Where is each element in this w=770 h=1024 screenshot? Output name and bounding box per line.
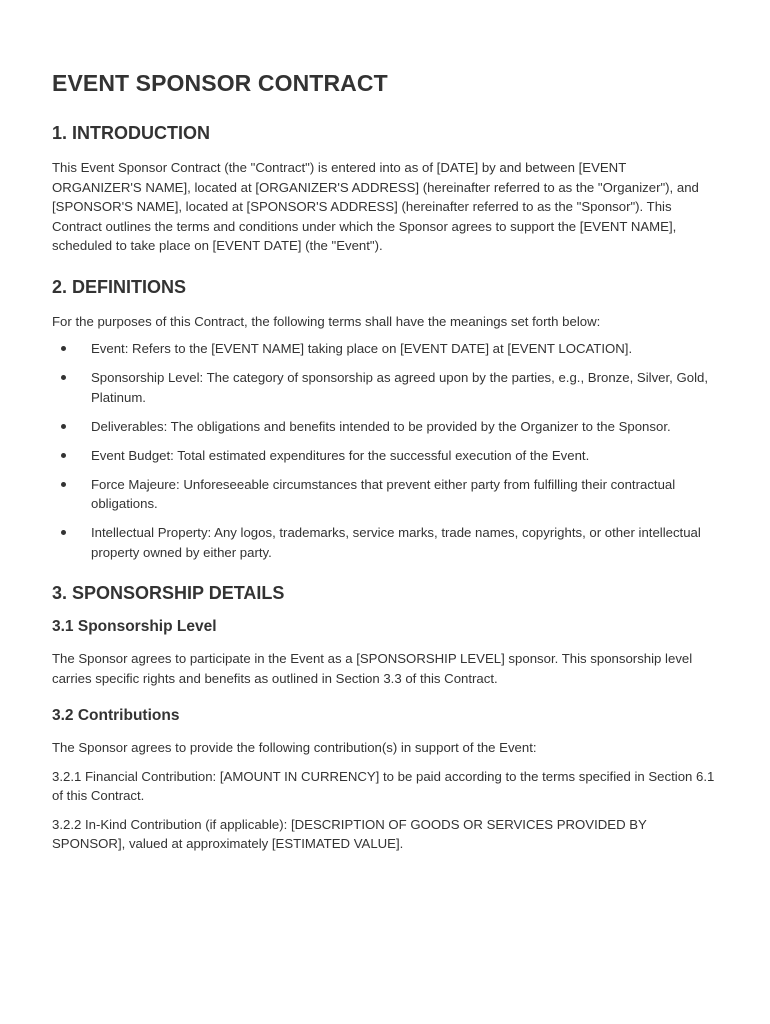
financial-contribution-paragraph: 3.2.1 Financial Contribution: [AMOUNT IN CURRENCY] to be paid according to the terms specified in Section 6.1 of this Contract. <box>52 768 715 803</box>
bullet-icon <box>61 375 66 380</box>
definition-text: Event Budget: Total estimated expenditures for the successful execution of the Event. <box>91 447 590 463</box>
document-title: EVENT SPONSOR CONTRACT <box>52 70 388 96</box>
introduction-paragraph: This Event Sponsor Contract (the "Contract") is entered into as of [DATE] by and between [EVENT ORGANIZER'S NAME], located at [ORGANIZER'S ADDRESS] (hereinafter referred to as the "Organizer"), and [SPONSOR'S NAME], located at [SPONSOR'S ADDRESS] (hereinafter referred to as the "Sponsor"). This Contract outlines the terms and conditions under which the Sponsor agrees to support the [EVENT NAME], scheduled to take place on [EVENT DATE] (the "Event"). <box>52 160 699 253</box>
section-heading-sponsorship-details: 3. SPONSORSHIP DETAILS <box>52 583 285 603</box>
definition-item <box>52 368 718 407</box>
definition-item <box>52 523 718 562</box>
definition-text: Sponsorship Level: The category of sponsorship as agreed upon by the parties, e.g., Bronze, Silver, Gold, Platinum. <box>91 370 709 405</box>
bullet-icon <box>61 424 66 429</box>
definition-item <box>52 446 718 466</box>
bullet-icon <box>61 482 66 487</box>
subsection-heading-contributions: 3.2 Contributions <box>52 707 180 724</box>
definition-text: Intellectual Property: Any logos, trademarks, service marks, trade names, copyrights, or other intellectual property owned by either party. <box>91 525 701 560</box>
definitions-list <box>52 339 718 562</box>
contributions-intro: The Sponsor agrees to provide the following contribution(s) in support of the Event: <box>52 740 537 755</box>
in-kind-contribution-paragraph: 3.2.2 In-Kind Contribution (if applicable): [DESCRIPTION OF GOODS OR SERVICES PROVIDED BY SPONSOR], valued at approximately [ESTIMATED VALUE]. <box>52 816 647 851</box>
definition-text: Deliverables: The obligations and benefits intended to be provided by the Organizer to the Sponsor. <box>91 418 671 434</box>
definitions-intro: For the purposes of this Contract, the following terms shall have the meanings set forth below: <box>52 313 601 329</box>
section-heading-definitions: 2. DEFINITIONS <box>52 276 187 297</box>
subsection-heading-sponsorship-level: 3.1 Sponsorship Level <box>52 618 217 635</box>
sponsorship-level-paragraph: The Sponsor agrees to participate in the Event as a [SPONSORSHIP LEVEL] sponsor. This sponsorship level carries specific rights and benefits as outlined in Section 3.3 of this Contract. <box>52 651 693 686</box>
definition-text: Event: Refers to the [EVENT NAME] taking place on [EVENT DATE] at [EVENT LOCATION]. <box>91 341 633 356</box>
bullet-icon <box>61 530 66 535</box>
bullet-icon <box>61 453 66 458</box>
definition-item <box>52 339 718 359</box>
bullet-icon <box>61 346 66 351</box>
definition-text: Force Majeure: Unforeseeable circumstances that prevent either party from fulfilling their contractual obligations. <box>91 476 676 511</box>
definition-item <box>52 417 718 437</box>
definition-item <box>52 475 718 514</box>
section-heading-introduction: 1. INTRODUCTION <box>52 123 211 143</box>
